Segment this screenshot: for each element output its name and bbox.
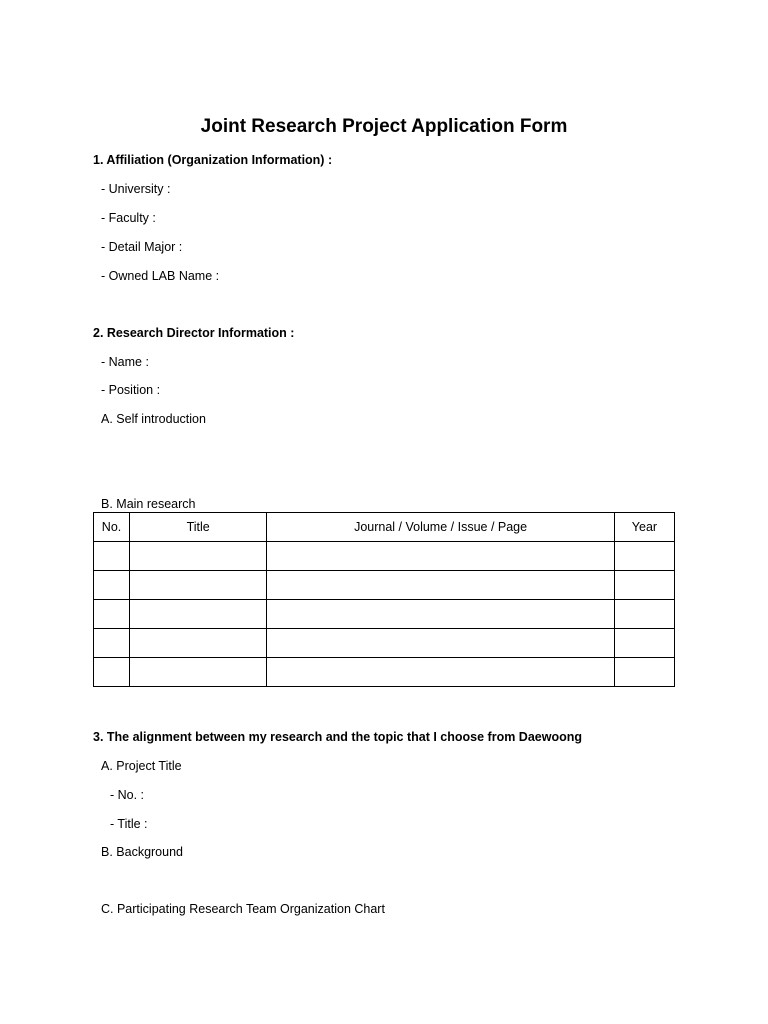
table-row	[94, 542, 675, 571]
self-introduction-label: A. Self introduction	[101, 412, 206, 426]
table-cell[interactable]	[614, 658, 674, 687]
position-field: - Position :	[101, 383, 161, 397]
table-cell[interactable]	[130, 629, 267, 658]
table-cell[interactable]	[267, 600, 615, 629]
table-row	[94, 629, 675, 658]
table-cell[interactable]	[130, 658, 267, 687]
table-cell[interactable]	[614, 542, 674, 571]
table-cell[interactable]	[130, 542, 267, 571]
form-title: Joint Research Project Application Form	[200, 116, 568, 137]
detail-major-field: - Detail Major :	[101, 240, 183, 254]
main-research-table	[93, 512, 675, 687]
section2-heading: 2. Research Director Information :	[93, 326, 295, 340]
section3-heading: 3. The alignment between my research and the topic that I choose from Daewoong	[93, 730, 582, 744]
project-title-label: A. Project Title	[101, 759, 182, 773]
university-field: - University :	[101, 182, 171, 196]
name-field: - Name :	[101, 355, 149, 369]
table-row	[94, 600, 675, 629]
table-cell[interactable]	[614, 600, 674, 629]
org-chart-label: C. Participating Research Team Organization Chart	[101, 902, 385, 916]
background-label: B. Background	[101, 845, 183, 859]
table-cell[interactable]	[267, 629, 615, 658]
table-cell[interactable]	[267, 542, 615, 571]
lab-name-field: - Owned LAB Name :	[101, 269, 220, 283]
table-cell[interactable]	[94, 571, 130, 600]
table-cell[interactable]	[130, 600, 267, 629]
table-cell[interactable]	[614, 571, 674, 600]
col-header-journal: Journal / Volume / Issue / Page	[267, 513, 615, 542]
table-cell[interactable]	[614, 629, 674, 658]
table-row	[94, 571, 675, 600]
project-title-field: - Title :	[110, 817, 148, 831]
table-cell[interactable]	[94, 629, 130, 658]
main-research-label: B. Main research	[101, 497, 196, 511]
table-cell[interactable]	[267, 658, 615, 687]
col-header-no: No.	[94, 513, 130, 542]
table-cell[interactable]	[94, 542, 130, 571]
table-cell[interactable]	[94, 600, 130, 629]
table-cell[interactable]	[267, 571, 615, 600]
table-cell[interactable]	[94, 658, 130, 687]
faculty-field: - Faculty :	[101, 211, 156, 225]
project-no-field: - No. :	[110, 788, 145, 802]
table-cell[interactable]	[130, 571, 267, 600]
col-header-year: Year	[614, 513, 674, 542]
section1-heading: 1. Affiliation (Organization Information) :	[93, 153, 333, 167]
col-header-title: Title	[130, 513, 267, 542]
table-row	[94, 658, 675, 687]
table-header-row	[94, 513, 675, 542]
